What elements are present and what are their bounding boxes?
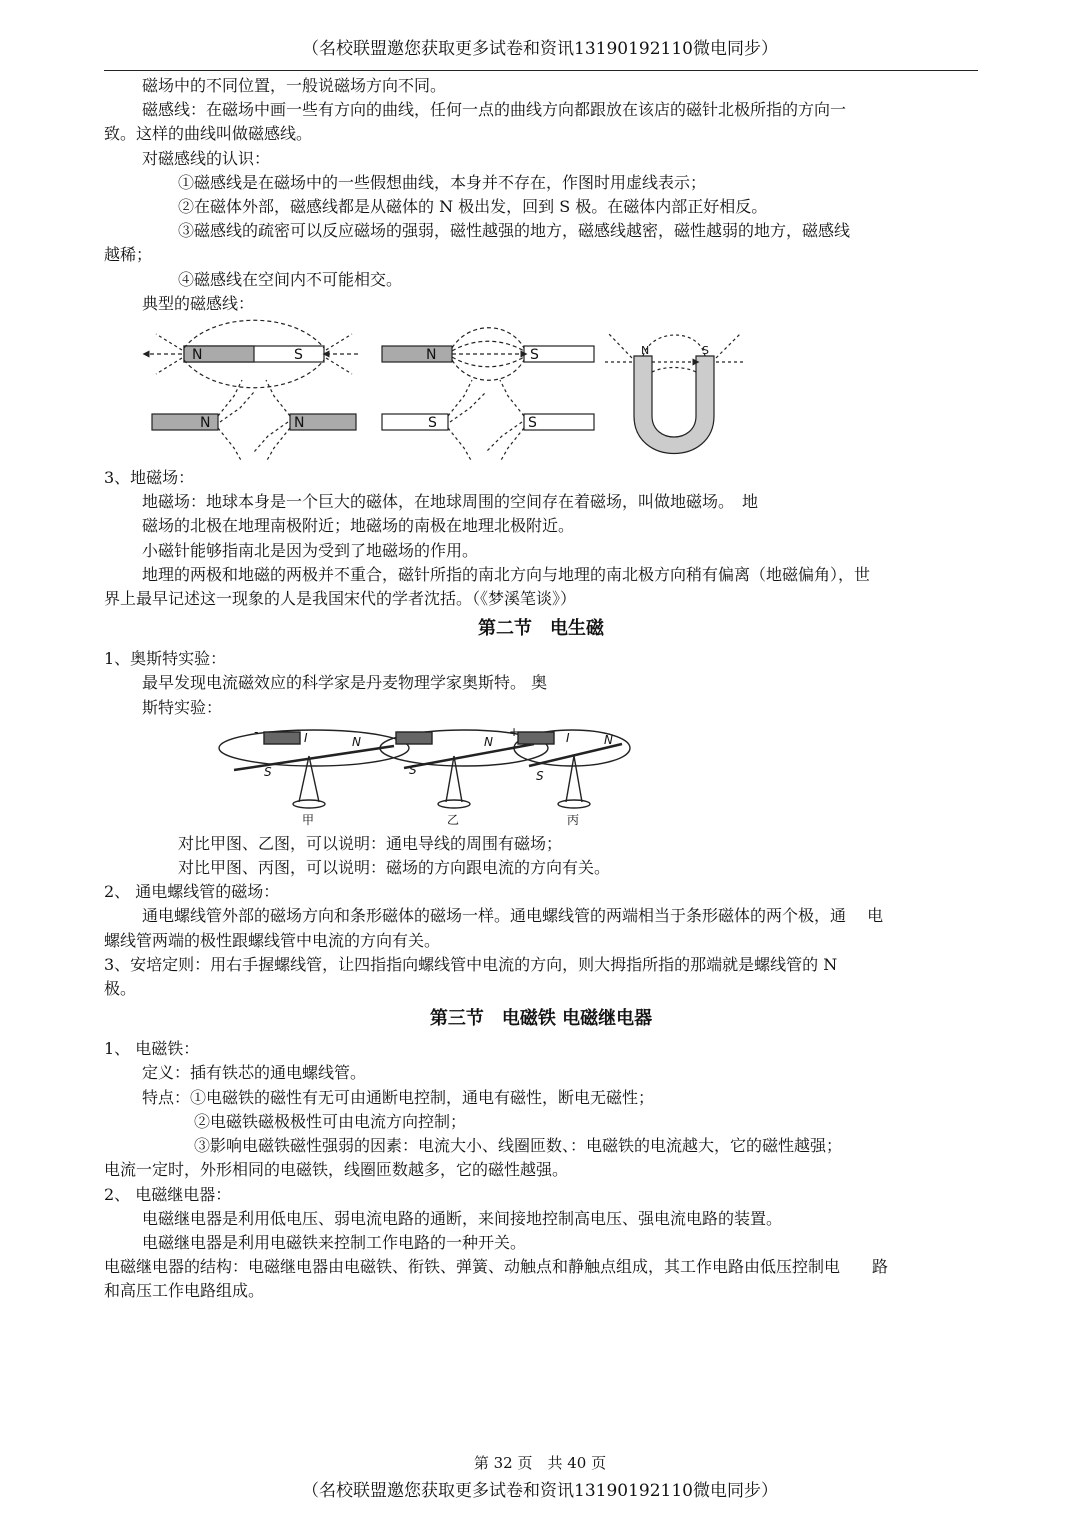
text-line: 磁场中的不同位置，一般说磁场方向不同。 bbox=[142, 76, 447, 95]
header-banner: （名校联盟邀您获取更多试卷和资讯13190192110微电同步） bbox=[302, 39, 778, 59]
section-title: 2、 通电螺线管的磁场： bbox=[104, 882, 280, 902]
pole-label: S bbox=[294, 347, 303, 364]
text-line: 极。 bbox=[104, 979, 137, 999]
oersted-experiment-figure bbox=[104, 720, 978, 832]
pole-label: S bbox=[264, 764, 272, 779]
section-title: 1、奥斯特实验： bbox=[104, 649, 227, 669]
text-line: 3、安培定则：用右手握螺线管，让四指指向螺线管中电流的方向，则大拇指所指的那端就是螺线管的 N bbox=[104, 954, 838, 974]
list-item: ④磁感线在空间内不可能相交。 bbox=[178, 269, 403, 289]
section-heading: 第三节 电磁铁 电磁继电器 bbox=[429, 1008, 653, 1030]
text-line: 磁场的北极在地理南极附近；地磁场的南极在地理北极附近。 bbox=[142, 516, 575, 536]
current-label: I bbox=[304, 730, 308, 745]
list-item: ①磁感线是在磁场中的一些假想曲线，本身并不存在，作图时用虚线表示； bbox=[178, 172, 707, 192]
header-rule bbox=[104, 70, 978, 71]
pole-label: S bbox=[428, 415, 437, 432]
list-item: 越稀； bbox=[104, 245, 153, 265]
bar-magnets-repel-n bbox=[152, 380, 356, 462]
text-line: 最早发现电流磁效应的科学家是丹麦物理学家奥斯特。 奥 bbox=[142, 673, 548, 693]
text-line: 典型的磁感线： bbox=[142, 293, 255, 313]
oersted-svg bbox=[104, 720, 978, 832]
pole-label: S bbox=[536, 768, 544, 783]
pole-label: S bbox=[530, 347, 539, 364]
text-line: 电磁继电器的结构：电磁继电器由电磁铁、衔铁、弹簧、动触点和静触点组成，其工作电路由低压控制电 路 bbox=[104, 1257, 889, 1277]
text-line: 斯特实验： bbox=[142, 697, 223, 717]
pole-label: S bbox=[702, 344, 709, 358]
list-item: ③影响电磁铁磁性强弱的因素：电流大小、线圈匝数、：电磁铁的电流越大，它的磁性越强； bbox=[194, 1136, 843, 1156]
pole-label: N bbox=[352, 734, 361, 749]
text-line: 特点：①电磁铁的磁性有无可由通断电控制，通电有磁性，断电无磁性； bbox=[142, 1087, 655, 1107]
figure-caption: 乙 bbox=[447, 812, 460, 827]
list-item: ③磁感线的疏密可以反应磁场的强弱，磁性越强的地方，磁感线越密，磁性越弱的地方，磁感线 bbox=[178, 221, 851, 241]
pole-label: S bbox=[409, 762, 417, 777]
bar-magnet-single bbox=[146, 320, 360, 388]
text-line: 和高压工作电路组成。 bbox=[104, 1281, 265, 1301]
text-line: 电磁继电器是利用电磁铁来控制工作电路的一种开关。 bbox=[142, 1232, 527, 1252]
pole-label: N bbox=[426, 347, 437, 364]
text-line: 通电螺线管外部的磁场方向和条形磁体的磁场一样。通电螺线管的两端相当于条形磁体的两个极，通 电 bbox=[142, 906, 884, 926]
figure-caption: 丙 bbox=[567, 812, 580, 827]
list-item: 电流一定时，外形相同的电磁铁，线圈匝数越多，它的磁性越强。 bbox=[104, 1160, 569, 1180]
text-line: 地理的两极和地磁的两极并不重合，磁针所指的南北方向与地理的南北极方向稍有偏离（地磁偏角），世 bbox=[142, 564, 871, 584]
text-line: 定义：插有铁芯的通电螺线管。 bbox=[142, 1063, 367, 1083]
text-line: 螺线管两端的极性跟螺线管中电流的方向有关。 bbox=[104, 930, 441, 950]
text-line: 对磁感线的认识： bbox=[142, 148, 271, 168]
section-title: 1、 电磁铁： bbox=[104, 1039, 200, 1059]
figure-caption: 甲 bbox=[302, 812, 315, 827]
pole-label: N bbox=[192, 347, 203, 364]
u-magnet bbox=[604, 334, 744, 454]
oersted-apparatus-a bbox=[219, 730, 409, 808]
page-content bbox=[104, 74, 978, 1304]
magnetic-field-lines-figure bbox=[104, 316, 978, 466]
pole-label: S bbox=[528, 415, 537, 432]
text-line: 界上最早记述这一现象的人是我国宋代的学者沈括。（《梦溪笔谈》） bbox=[104, 589, 577, 609]
page-number: 第 32 页 共 40 页 bbox=[473, 1454, 607, 1472]
plus-label: + bbox=[509, 724, 520, 739]
bar-magnets-attract bbox=[382, 328, 594, 381]
list-item: ②电磁铁磁极极性可由电流方向控制； bbox=[194, 1111, 467, 1131]
pole-label: N bbox=[604, 732, 613, 747]
pole-label: N bbox=[641, 344, 650, 358]
field-lines-svg bbox=[104, 316, 978, 466]
current-label: I bbox=[566, 730, 570, 745]
list-item: ②在磁体外部，磁感线都是从磁体的 N 极出发，回到 S 极。在磁体内部正好相反。 bbox=[178, 197, 768, 217]
section-title: 3、地磁场： bbox=[104, 468, 195, 488]
bar-magnets-repel-s bbox=[382, 380, 594, 462]
text-line: 致。这样的曲线叫做磁感线。 bbox=[104, 124, 313, 144]
text-line: 磁感线：在磁场中画一些有方向的曲线，任何一点的曲线方向都跟放在该店的磁针北极所指的方向一 bbox=[142, 100, 847, 120]
text-line: 对比甲图、乙图，可以说明：通电导线的周围有磁场； bbox=[178, 833, 563, 853]
minus-label: - bbox=[254, 724, 259, 739]
section-heading: 第二节 电生磁 bbox=[478, 618, 604, 640]
pole-label: N bbox=[200, 415, 211, 432]
footer-banner: （名校联盟邀您获取更多试卷和资讯13190192110微电同步） bbox=[302, 1481, 778, 1501]
text-line: 地磁场：地球本身是一个巨大的磁体，在地球周围的空间存在着磁场，叫做地磁场。 地 bbox=[142, 492, 759, 512]
text-line: 小磁针能够指南北是因为受到了地磁场的作用。 bbox=[142, 540, 479, 560]
text-line: 电磁继电器是利用低电压、弱电流电路的通断，来间接地控制高电压、强电流电路的装置。 bbox=[142, 1208, 783, 1228]
text-line: 对比甲图、丙图，可以说明：磁场的方向跟电流的方向有关。 bbox=[178, 858, 611, 878]
pole-label: N bbox=[294, 415, 305, 432]
section-title: 2、 电磁继电器： bbox=[104, 1184, 232, 1204]
pole-label: N bbox=[484, 734, 493, 749]
